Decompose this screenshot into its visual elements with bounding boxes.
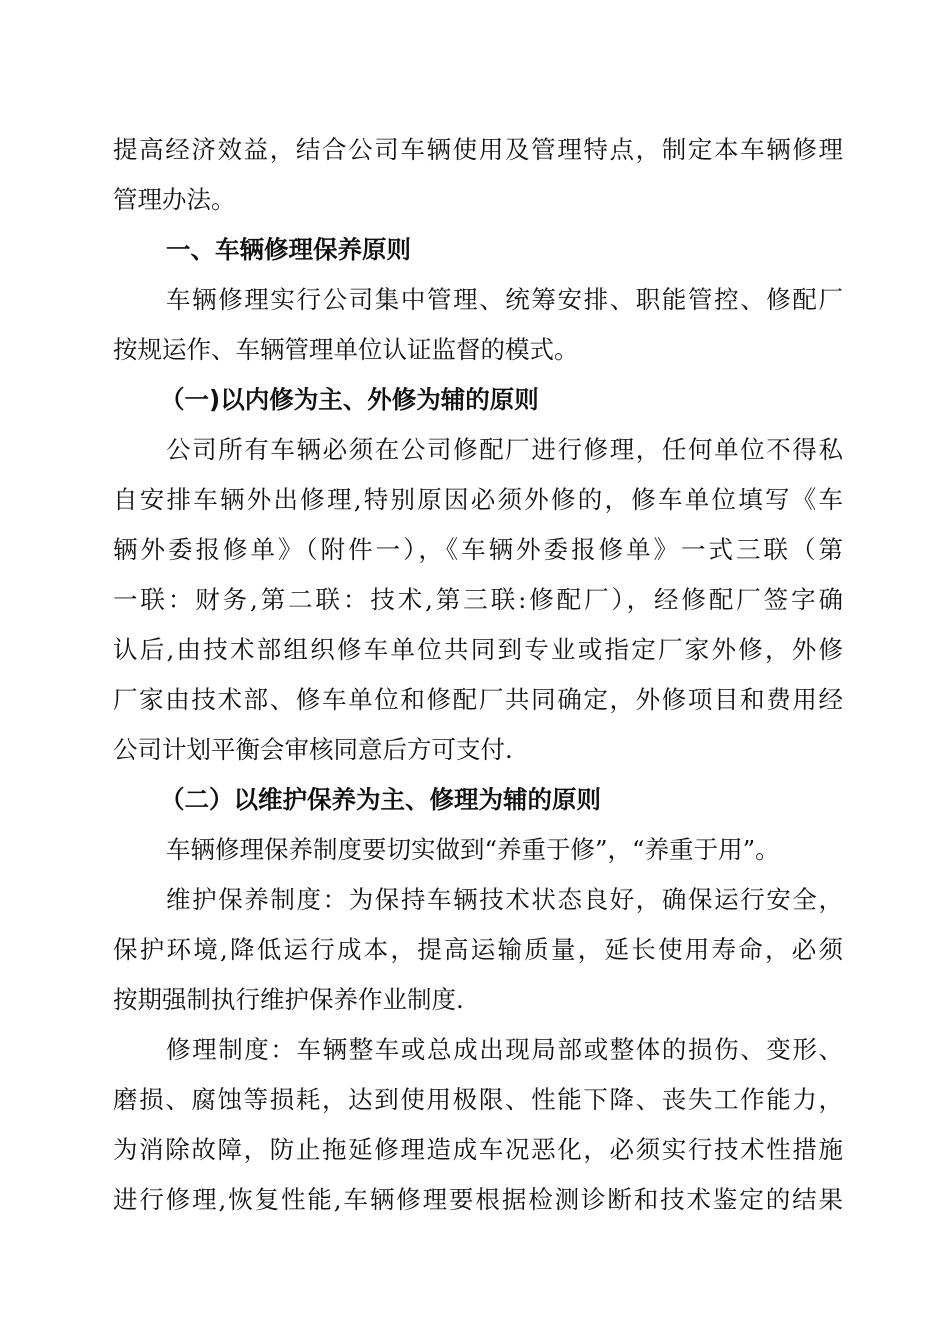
body-text-line: 辆外委报修单》（附件一），《车辆外委报修单》一式三联（第	[113, 535, 843, 564]
body-text-line: 自安排车辆外出修理,特别原因必须外修的，修车单位填写《车	[113, 485, 843, 514]
body-text-line: 认后,由技术部组织修车单位共同到专业或指定厂家外修，外修	[113, 635, 843, 664]
body-text-line: 厂家由技术部、修车单位和修配厂共同确定，外修项目和费用经	[113, 685, 843, 714]
body-text-line: 修理制度：车辆整车或总成出现局部或整体的损伤、变形、	[166, 1035, 843, 1064]
body-text-line: 管理办法。	[113, 185, 236, 214]
body-text-line: 一联：财务,第二联：技术,第三联:修配厂），经修配厂签字确	[113, 585, 843, 614]
body-text-line: 为消除故障，防止拖延修理造成车况恶化，必须实行技术性措施	[113, 1135, 843, 1164]
body-text-line: 按期强制执行维护保养作业制度.	[113, 985, 464, 1014]
body-text-line: 磨损、腐蚀等损耗，达到使用极限、性能下降、丧失工作能力，	[113, 1085, 843, 1114]
subsection-heading: （一)以内修为主、外修为辅的原则	[160, 385, 539, 414]
body-text-line: 维护保养制度：为保持车辆技术状态良好，确保运行安全，	[166, 885, 843, 914]
body-text-line: 提高经济效益，结合公司车辆使用及管理特点，制定本车辆修理	[113, 135, 843, 164]
body-text-line: 公司所有车辆必须在公司修配厂进行修理，任何单位不得私	[166, 435, 843, 464]
section-heading: 一、车辆修理保养原则	[166, 235, 411, 264]
body-text-line: 车辆修理保养制度要切实做到“养重于修”，“养重于用”。	[166, 835, 780, 864]
subsection-heading: （二）以维护保养为主、修理为辅的原则	[160, 785, 601, 814]
body-text-line: 公司计划平衡会审核同意后方可支付.	[113, 735, 513, 764]
body-text-line: 进行修理,恢复性能,车辆修理要根据检测诊断和技术鉴定的结果	[113, 1185, 843, 1214]
body-text-line: 按规运作、车辆管理单位认证监督的模式。	[113, 335, 579, 364]
body-text-line: 车辆修理实行公司集中管理、统筹安排、职能管控、修配厂	[166, 285, 843, 314]
body-text-line: 保护环境,降低运行成本，提高运输质量，延长使用寿命，必须	[113, 935, 843, 964]
